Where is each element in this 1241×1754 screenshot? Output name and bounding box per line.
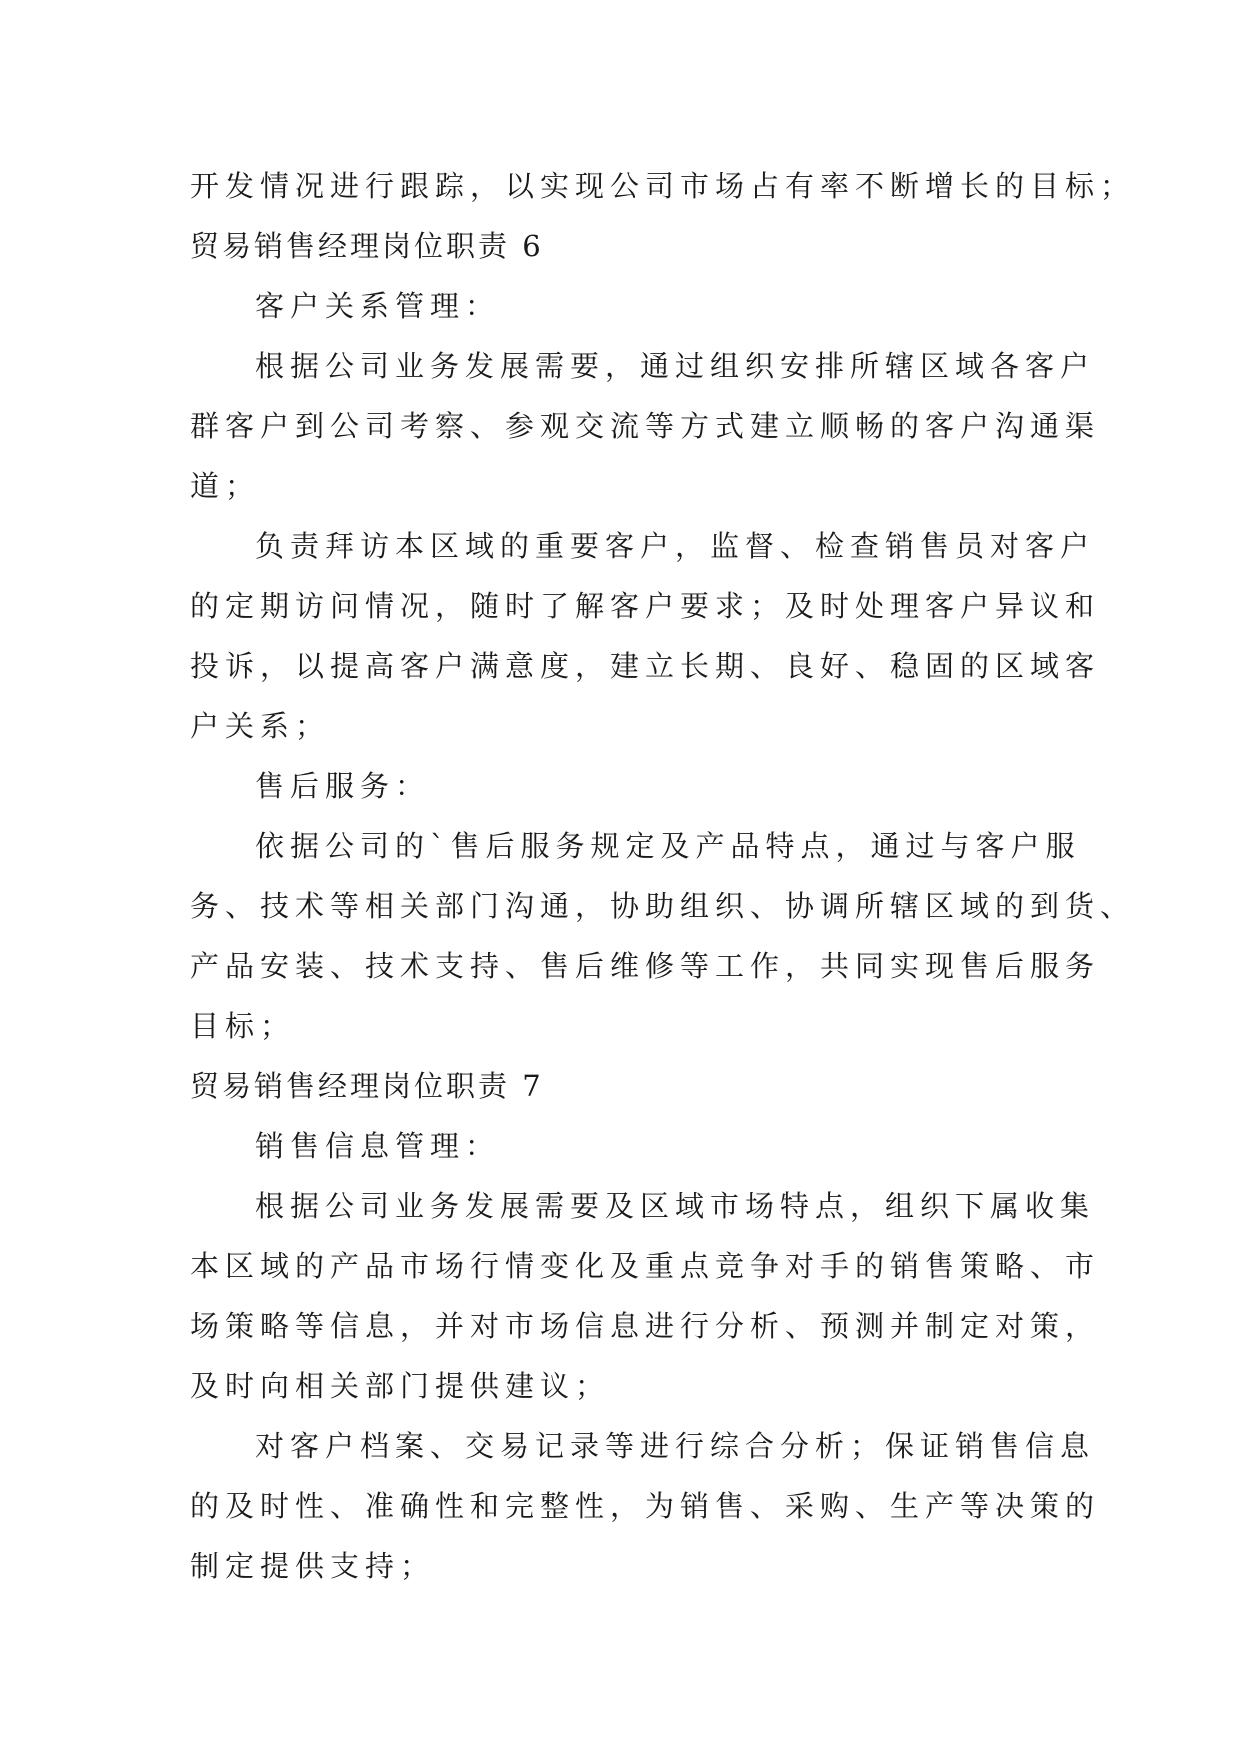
- subsection-title: 销售信息管理：: [255, 1129, 501, 1163]
- body-text-line: 投诉，以提高客户满意度，建立长期、良好、稳固的区域客: [190, 649, 1101, 683]
- section-heading: 贸易销售经理岗位职责 7: [190, 1069, 544, 1103]
- body-text-line: 依据公司的`售后服务规定及产品特点，通过与客户服: [255, 829, 1081, 863]
- body-text-line: 务、技术等相关部门沟通，协助组织、协调所辖区域的到货、: [190, 889, 1136, 923]
- subsection-title: 售后服务：: [255, 769, 431, 803]
- body-text-line: 的及时性、准确性和完整性，为销售、采购、生产等决策的: [190, 1489, 1101, 1523]
- body-text-line: 本区域的产品市场行情变化及重点竞争对手的销售策略、市: [190, 1249, 1101, 1283]
- body-text-line: 群客户到公司考察、参观交流等方式建立顺畅的客户沟通渠: [190, 409, 1101, 443]
- section-heading: 贸易销售经理岗位职责 6: [190, 229, 544, 263]
- body-text-line: 及时向相关部门提供建议；: [190, 1369, 611, 1403]
- body-text-line: 产品安装、技术支持、售后维修等工作，共同实现售后服务: [190, 949, 1101, 983]
- body-text-line: 的定期访问情况，随时了解客户要求；及时处理客户异议和: [190, 589, 1101, 623]
- body-text-line: 负责拜访本区域的重要客户，监督、检查销售员对客户: [255, 529, 1096, 563]
- body-text-line: 场策略等信息，并对市场信息进行分析、预测并制定对策，: [190, 1309, 1101, 1343]
- body-text-line: 目标；: [190, 1009, 296, 1043]
- body-text-line: 制定提供支持；: [190, 1549, 436, 1583]
- body-text-line: 根据公司业务发展需要，通过组织安排所辖区域各客户: [255, 349, 1096, 383]
- document-body: [190, 156, 1136, 1596]
- body-text-line: 开发情况进行跟踪，以实现公司市场占有率不断增长的目标；: [190, 169, 1136, 203]
- body-text-line: 道；: [190, 469, 261, 503]
- body-text-line: 对客户档案、交易记录等进行综合分析；保证销售信息: [255, 1429, 1096, 1463]
- subsection-title: 客户关系管理：: [255, 289, 501, 323]
- body-text-line: 户关系；: [190, 709, 331, 743]
- body-text-line: 根据公司业务发展需要及区域市场特点，组织下属收集: [255, 1189, 1096, 1223]
